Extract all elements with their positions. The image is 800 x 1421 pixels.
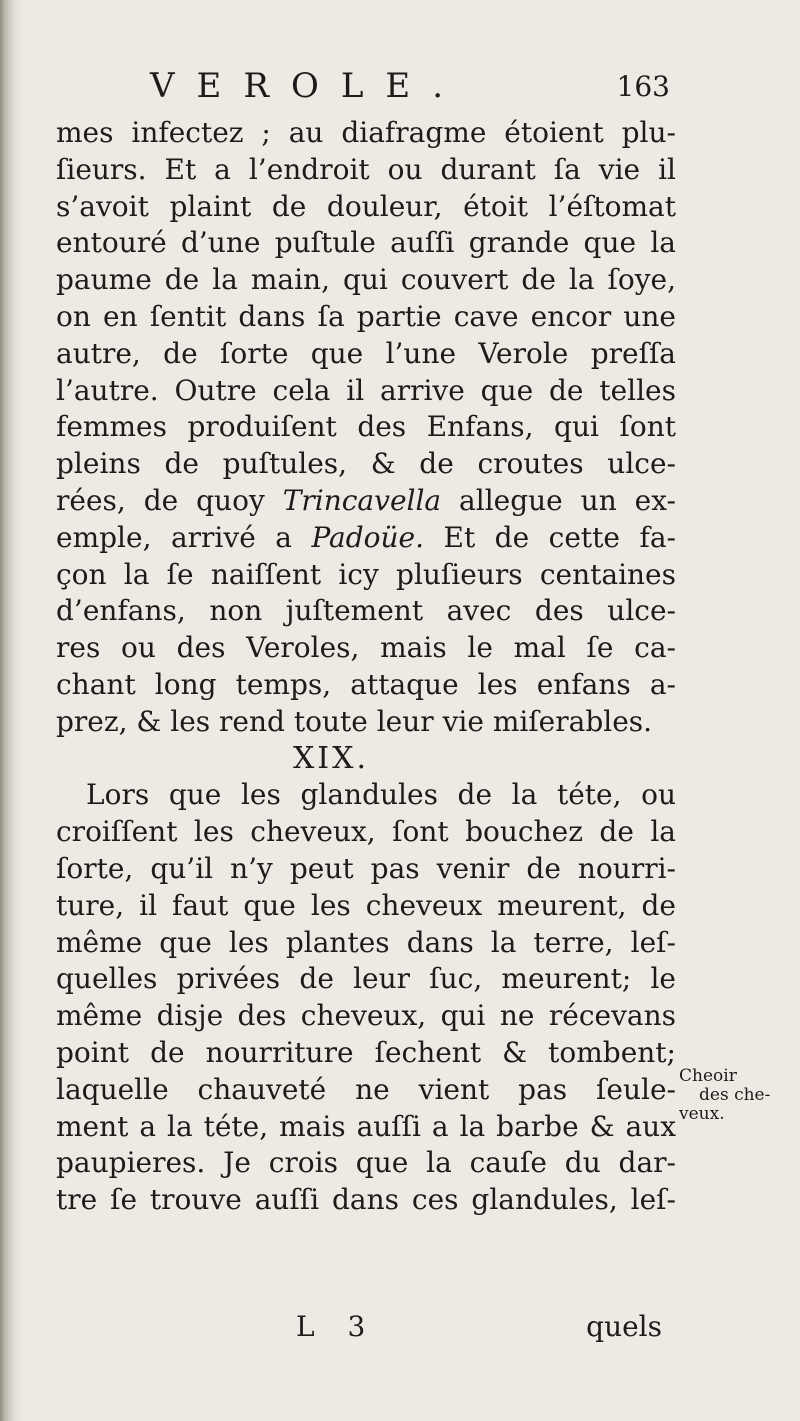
body-text	[56, 115, 676, 1219]
text-line: entouré d’une puſtule auſſi grande que la	[56, 226, 676, 260]
text-line: ſieurs. Et a l’endroit ou durant ſa vie il	[56, 152, 676, 186]
signature-mark: L 3	[296, 1310, 378, 1343]
text-line: même que les plantes dans la terre, leſ-	[56, 925, 676, 959]
text-line: s’avoit plaint de douleur, étoit l’éſtomat	[56, 189, 676, 223]
text-line: autre, de ſorte que l’une Verole preſſa	[56, 336, 676, 370]
text-line: res ou des Veroles, mais le mal ſe ca-	[56, 631, 676, 665]
text-line: laquelle chauveté ne vient pas ſeule-	[56, 1072, 676, 1106]
marginal-note-line: des che-	[699, 1085, 771, 1105]
text-line: prez, & les rend toute leur vie miſerables.	[56, 704, 653, 738]
text-line: mes infectez ; au diafragme étoient plu-	[56, 116, 676, 149]
text-line: ſorte, qu’il n’y peut pas venir de nourri-	[56, 851, 676, 885]
text-line: femmes produiſent des Enfans, qui ſont	[56, 410, 676, 444]
text-line: l’autre. Outre cela il arrive que de telles	[56, 373, 676, 407]
catchword: quels	[586, 1310, 662, 1343]
place-name-italic: Padoüe.	[311, 520, 425, 554]
text-line: on en ſentit dans ſa partie cave encor une	[56, 299, 676, 333]
text-line: paupieres. Je crois que la cauſe du dar-	[56, 1146, 676, 1180]
text-run: Et de cette fa-	[424, 520, 676, 554]
text-line: paume de la main, qui couvert de la ſoye,	[56, 263, 676, 297]
text-line: çon la ſe naiſſent icy pluſieurs centaines	[56, 557, 676, 591]
page-footer	[56, 1310, 676, 1354]
page-number: 163	[616, 70, 670, 103]
text-line: quelles privées de leur ſuc, meurent; le	[56, 962, 676, 996]
author-name-italic: Trincavella	[282, 483, 442, 517]
marginal-note	[679, 1066, 771, 1124]
text-run: allegue un ex-	[441, 483, 676, 517]
text-line: même disje des cheveux, qui ne récevans	[56, 999, 676, 1033]
text-line: Lors que les glandules de la téte, ou	[86, 778, 676, 812]
marginal-note-line: Cheoir	[679, 1066, 737, 1086]
text-line: point de nourriture ſechent & tombent;	[56, 1035, 676, 1069]
text-line	[56, 483, 676, 520]
section-heading: XIX.	[292, 740, 370, 776]
text-line: tre ſe trouve auſſi dans ces glandules, leſ-	[56, 1183, 676, 1217]
text-run: emple, arrivé a	[56, 520, 312, 554]
page-header	[150, 66, 670, 116]
page-gutter-shadow	[0, 0, 22, 1421]
marginal-note-line: veux.	[679, 1104, 725, 1124]
text-line: chant long temps, attaque les enfans a-	[56, 667, 676, 701]
text-line: pleins de puſtules, & de croutes ulce-	[56, 447, 676, 481]
text-run: rées, de quoy	[56, 483, 283, 517]
text-line: ment a la téte, mais auſſi a la barbe & aux	[56, 1109, 676, 1143]
text-line: d’enfans, non juſtement avec des ulce-	[56, 594, 676, 628]
text-line: ture, il faut que les cheveux meurent, de	[56, 888, 676, 922]
text-line	[56, 520, 676, 557]
running-title: VEROLE.	[150, 66, 466, 106]
text-line: croiſſent les cheveux, ſont bouchez de la	[56, 815, 676, 849]
